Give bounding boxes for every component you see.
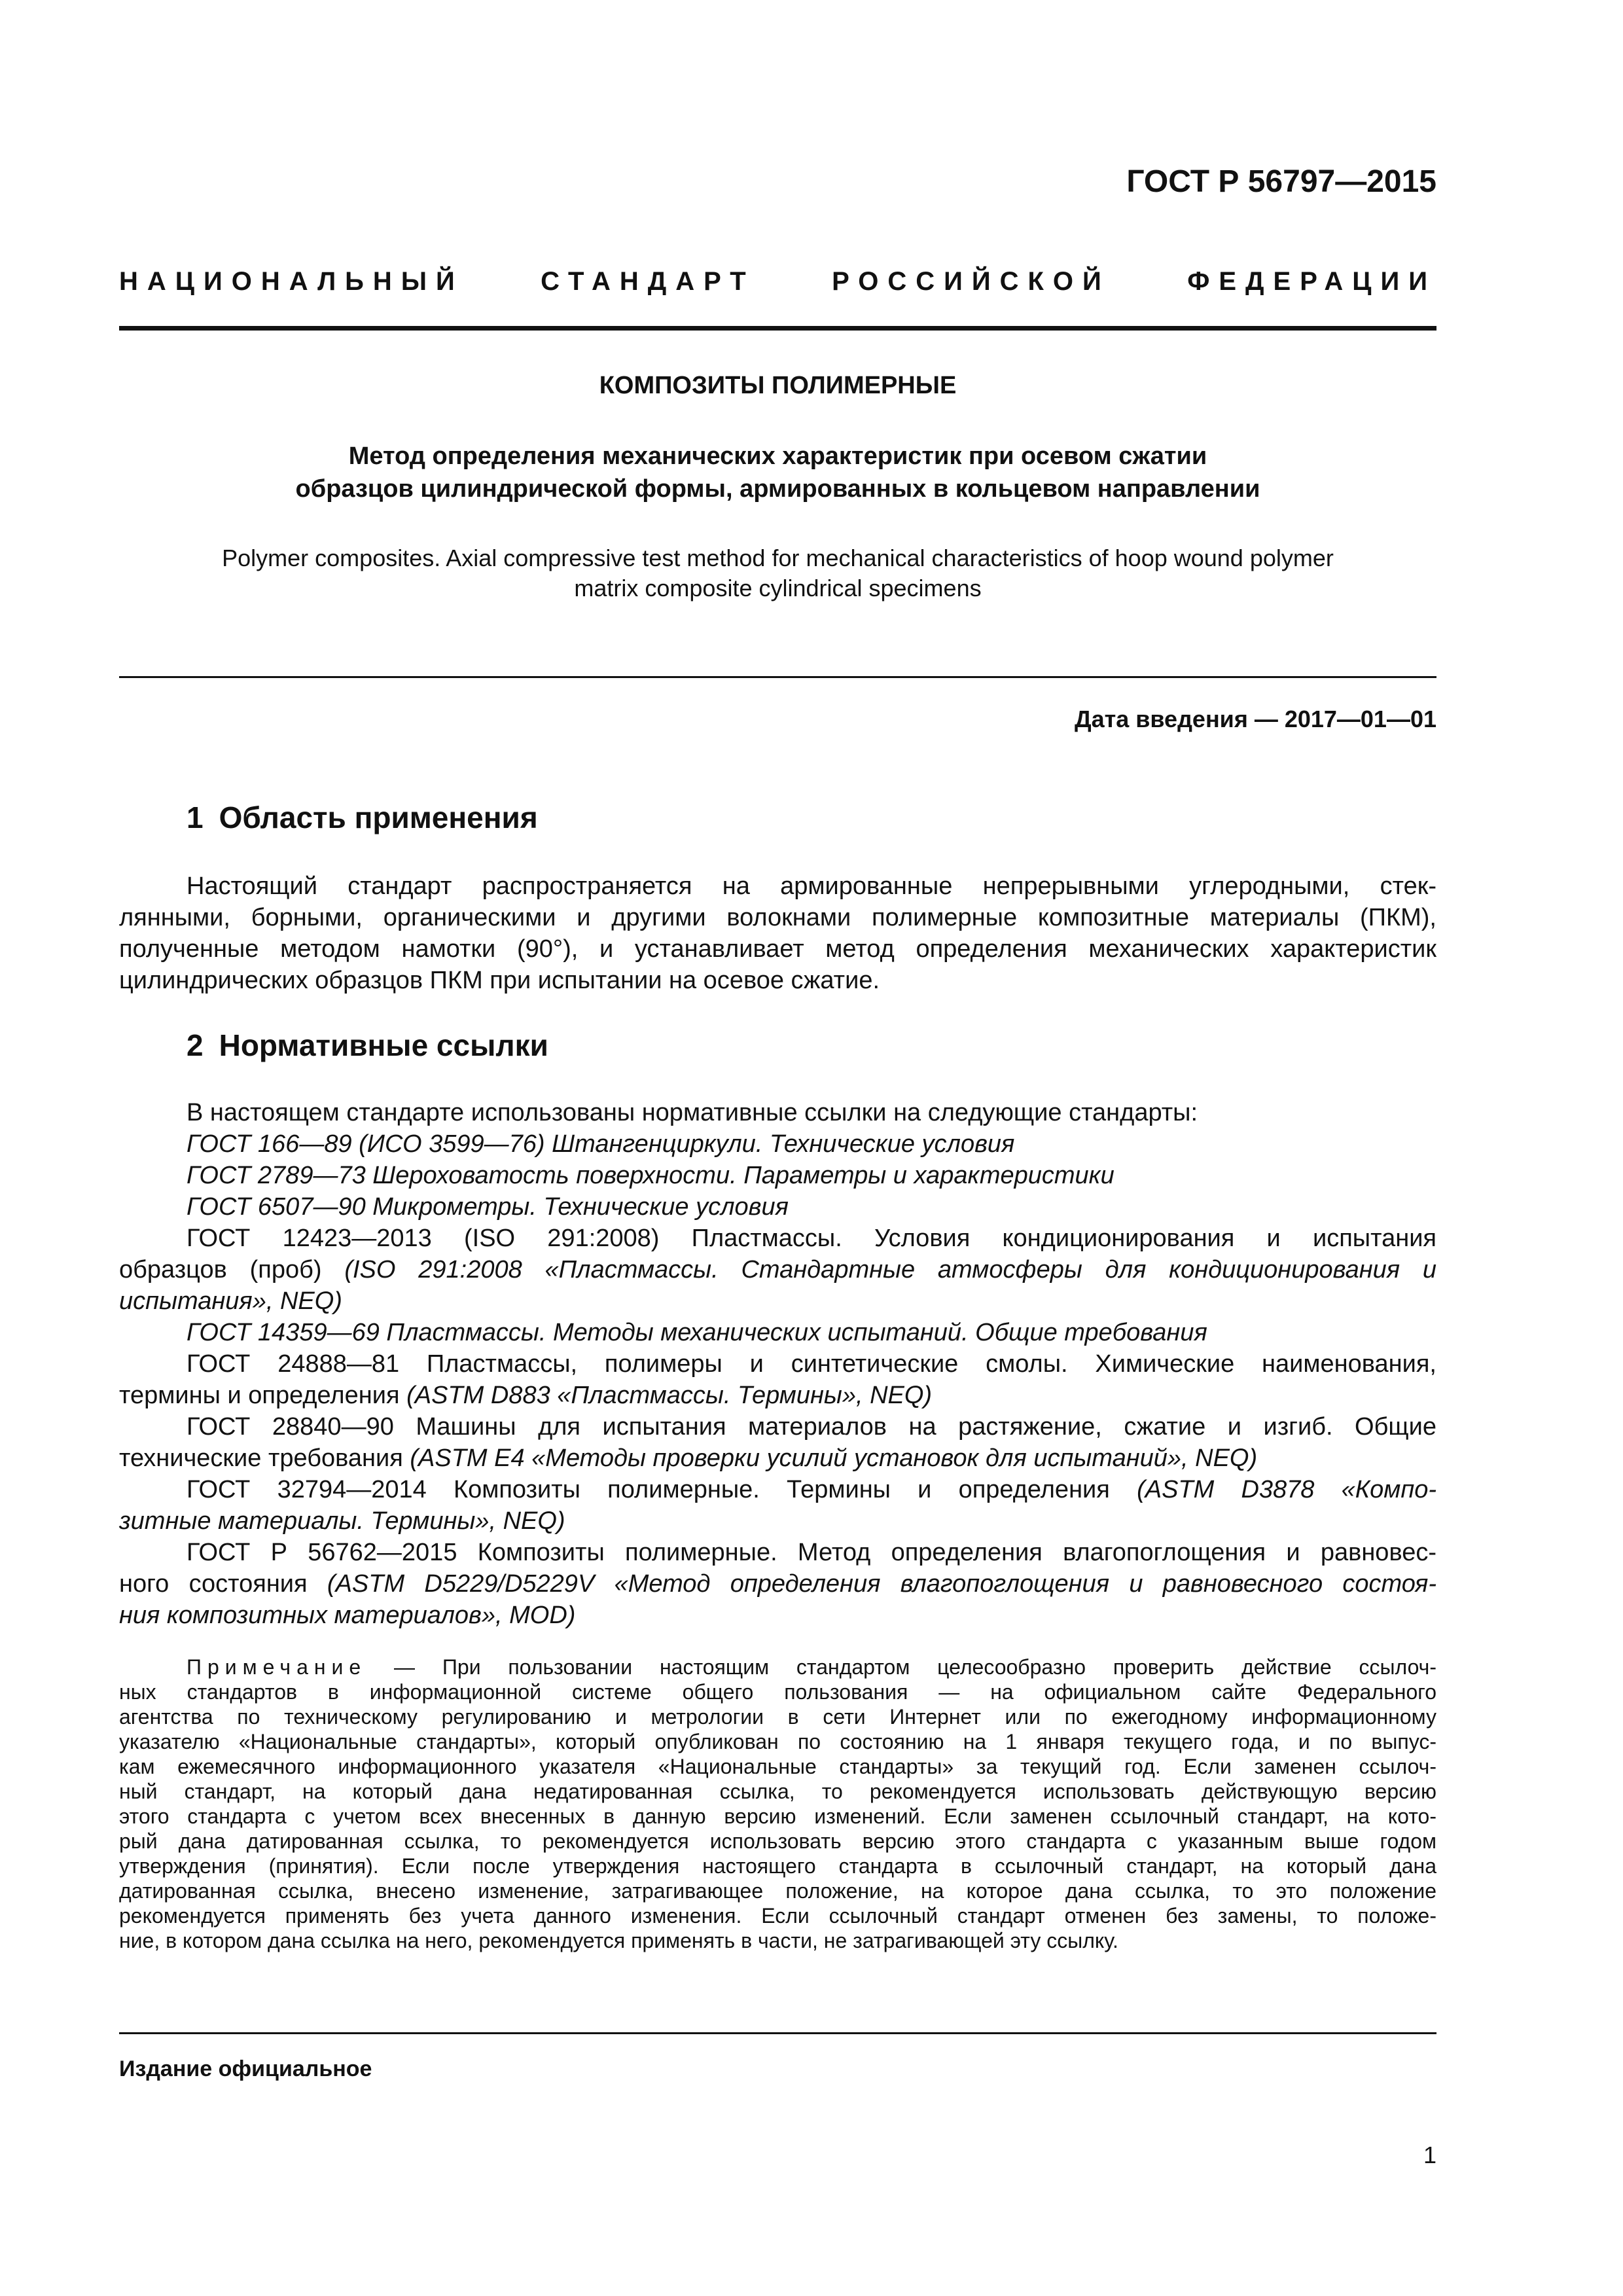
reference-item-cont: ного состояния (ASTM D5229/D5229V «Метод определения влагопоглощения и равновесного состоя- xyxy=(119,1570,1436,1598)
note-line: рекомендуется применять без учета данного изменения. Если ссылочный стандарт отменен без замены, то положе- xyxy=(119,1904,1436,1928)
section-1-body xyxy=(119,870,1436,996)
note-line: ный стандарт, на который дана недатированная ссылка, то рекомендуется использовать действующую версию xyxy=(119,1780,1436,1803)
text-line: В настоящем стандарте использованы нормативные ссылки на следующие стандарты: xyxy=(187,1099,1198,1126)
reference-item-cont: зитные материалы. Термины», NEQ) xyxy=(119,1507,565,1535)
section-2-heading xyxy=(187,1028,548,1063)
subtitle-line: образцов цилиндрической формы, армированных в кольцевом направлении xyxy=(295,475,1260,503)
introduction-date: Дата введения — 2017—01—01 xyxy=(1074,706,1436,732)
reference-item: ГОСТ 28840—90 Машины для испытания материалов на растяжение, сжатие и изгиб. Общие xyxy=(187,1413,1436,1441)
reference-item: ГОСТ 6507—90 Микрометры. Технические условия xyxy=(187,1193,789,1221)
text-line: лянными, борными, органическими и другими волокнами полимерные композитные материалы (ПКМ), xyxy=(119,904,1436,931)
section-2-body xyxy=(119,1097,1436,1631)
footer-rule xyxy=(119,2032,1436,2034)
text-line: Настоящий стандарт распространяется на армированные непрерывными углеродными, стек- xyxy=(187,872,1436,900)
title-rule xyxy=(119,676,1436,678)
note-line: рый дана датированная ссылка, то рекомендуется использовать версию этого стандарта с указанным выше годом xyxy=(119,1829,1436,1853)
english-title xyxy=(119,543,1436,603)
text-line: полученные методом намотки (90°), и устанавливает метод определения механических характеристик xyxy=(119,935,1436,963)
subtitle-line: Метод определения механических характеристик при осевом сжатии xyxy=(348,442,1207,470)
reference-item-cont: испытания», NEQ) xyxy=(119,1287,342,1315)
reference-item: ГОСТ 32794—2014 Композиты полимерные. Термины и определения (ASTM D3878 «Компо- xyxy=(187,1476,1437,1503)
document-title: КОМПОЗИТЫ ПОЛИМЕРНЫЕ xyxy=(599,372,957,399)
reference-item-cont: образцов (проб) (ISO 291:2008 «Пластмассы. Стандартные атмосферы для кондиционирования и xyxy=(119,1256,1436,1283)
section-title: Область применения xyxy=(219,800,538,834)
reference-item-cont: ния композитных материалов», MOD) xyxy=(119,1602,576,1629)
document-subtitle xyxy=(119,440,1436,505)
english-title-line: Polymer composites. Axial compressive test method for mechanical characteristics of hoop wound polymer xyxy=(222,545,1334,571)
section-number: 1 xyxy=(187,800,204,834)
page-number: 1 xyxy=(1423,2142,1436,2168)
note-line: ние, в котором дана ссылка на него, рекомендуется применять в части, не затрагивающей эту ссылку. xyxy=(119,1929,1118,1952)
section-number: 2 xyxy=(187,1028,204,1062)
standard-header-line xyxy=(119,267,1436,296)
header-word: РОССИЙСКОЙ xyxy=(832,267,1111,296)
note-line: ных стандартов в информационной системе общего пользования — на официальном сайте Федерального xyxy=(119,1680,1436,1704)
edition-label: Издание официальное xyxy=(119,2056,372,2081)
header-word: СТАНДАРТ xyxy=(541,267,755,296)
note-block xyxy=(119,1655,1436,1953)
reference-item-cont: технические требования (ASTM E4 «Методы проверки усилий установок для испытаний», NEQ) xyxy=(119,1444,1258,1472)
note-line: этого стандарта с учетом всех внесенных в данную версию изменений. Если заменен ссылочный стандарт, на кото- xyxy=(119,1804,1436,1828)
note-line: утверждения (принятия). Если после утверждения настоящего стандарта в ссылочный стандарт, на который дана xyxy=(119,1854,1436,1878)
note-label: Примечание xyxy=(187,1655,367,1679)
header-word: ФЕДЕРАЦИИ xyxy=(1187,267,1436,296)
reference-item: ГОСТ 166—89 (ИСО 3599—76) Штангенциркули. Технические условия xyxy=(187,1130,1015,1158)
section-1-heading xyxy=(187,800,538,835)
reference-item: ГОСТ 12423—2013 (ISO 291:2008) Пластмассы. Условия кондиционирования и испытания xyxy=(187,1225,1436,1252)
text-line: цилиндрических образцов ПКМ при испытании на осевое сжатие. xyxy=(119,967,880,994)
reference-item-cont: термины и определения (ASTM D883 «Пластмассы. Термины», NEQ) xyxy=(119,1382,933,1409)
reference-item: ГОСТ 2789—73 Шероховатость поверхности. Параметры и характеристики xyxy=(187,1162,1115,1189)
reference-item: ГОСТ Р 56762—2015 Композиты полимерные. Метод определения влагопоглощения и равновес- xyxy=(187,1539,1436,1566)
note-line: агентства по техническому регулированию и метрологии в сети Интернет или по ежегодному информационному xyxy=(119,1705,1436,1729)
english-title-line: matrix composite cylindrical specimens xyxy=(574,575,982,601)
note-line: указателю «Национальные стандарты», который опубликован по состоянию на 1 января текущего года, и по выпус- xyxy=(119,1730,1436,1753)
document-number: ГОСТ Р 56797—2015 xyxy=(1126,164,1436,199)
note-line: Примечание — При пользовании настоящим стандартом целесообразно проверить действие ссылоч- xyxy=(187,1655,1436,1679)
note-line: датированная ссылка, внесено изменение, затрагивающее положение, на которое дана ссылка, то это положение xyxy=(119,1879,1436,1903)
section-title: Нормативные ссылки xyxy=(219,1028,548,1062)
reference-item: ГОСТ 14359—69 Пластмассы. Методы механических испытаний. Общие требования xyxy=(187,1319,1207,1346)
header-word: НАЦИОНАЛЬНЫЙ xyxy=(119,267,464,296)
reference-item: ГОСТ 24888—81 Пластмассы, полимеры и синтетические смолы. Химические наименования, xyxy=(187,1350,1436,1378)
note-line: кам ежемесячного информационного указателя «Национальные стандарты» за текущий год. Если заменен ссылоч- xyxy=(119,1755,1436,1778)
header-thick-rule xyxy=(119,326,1436,331)
